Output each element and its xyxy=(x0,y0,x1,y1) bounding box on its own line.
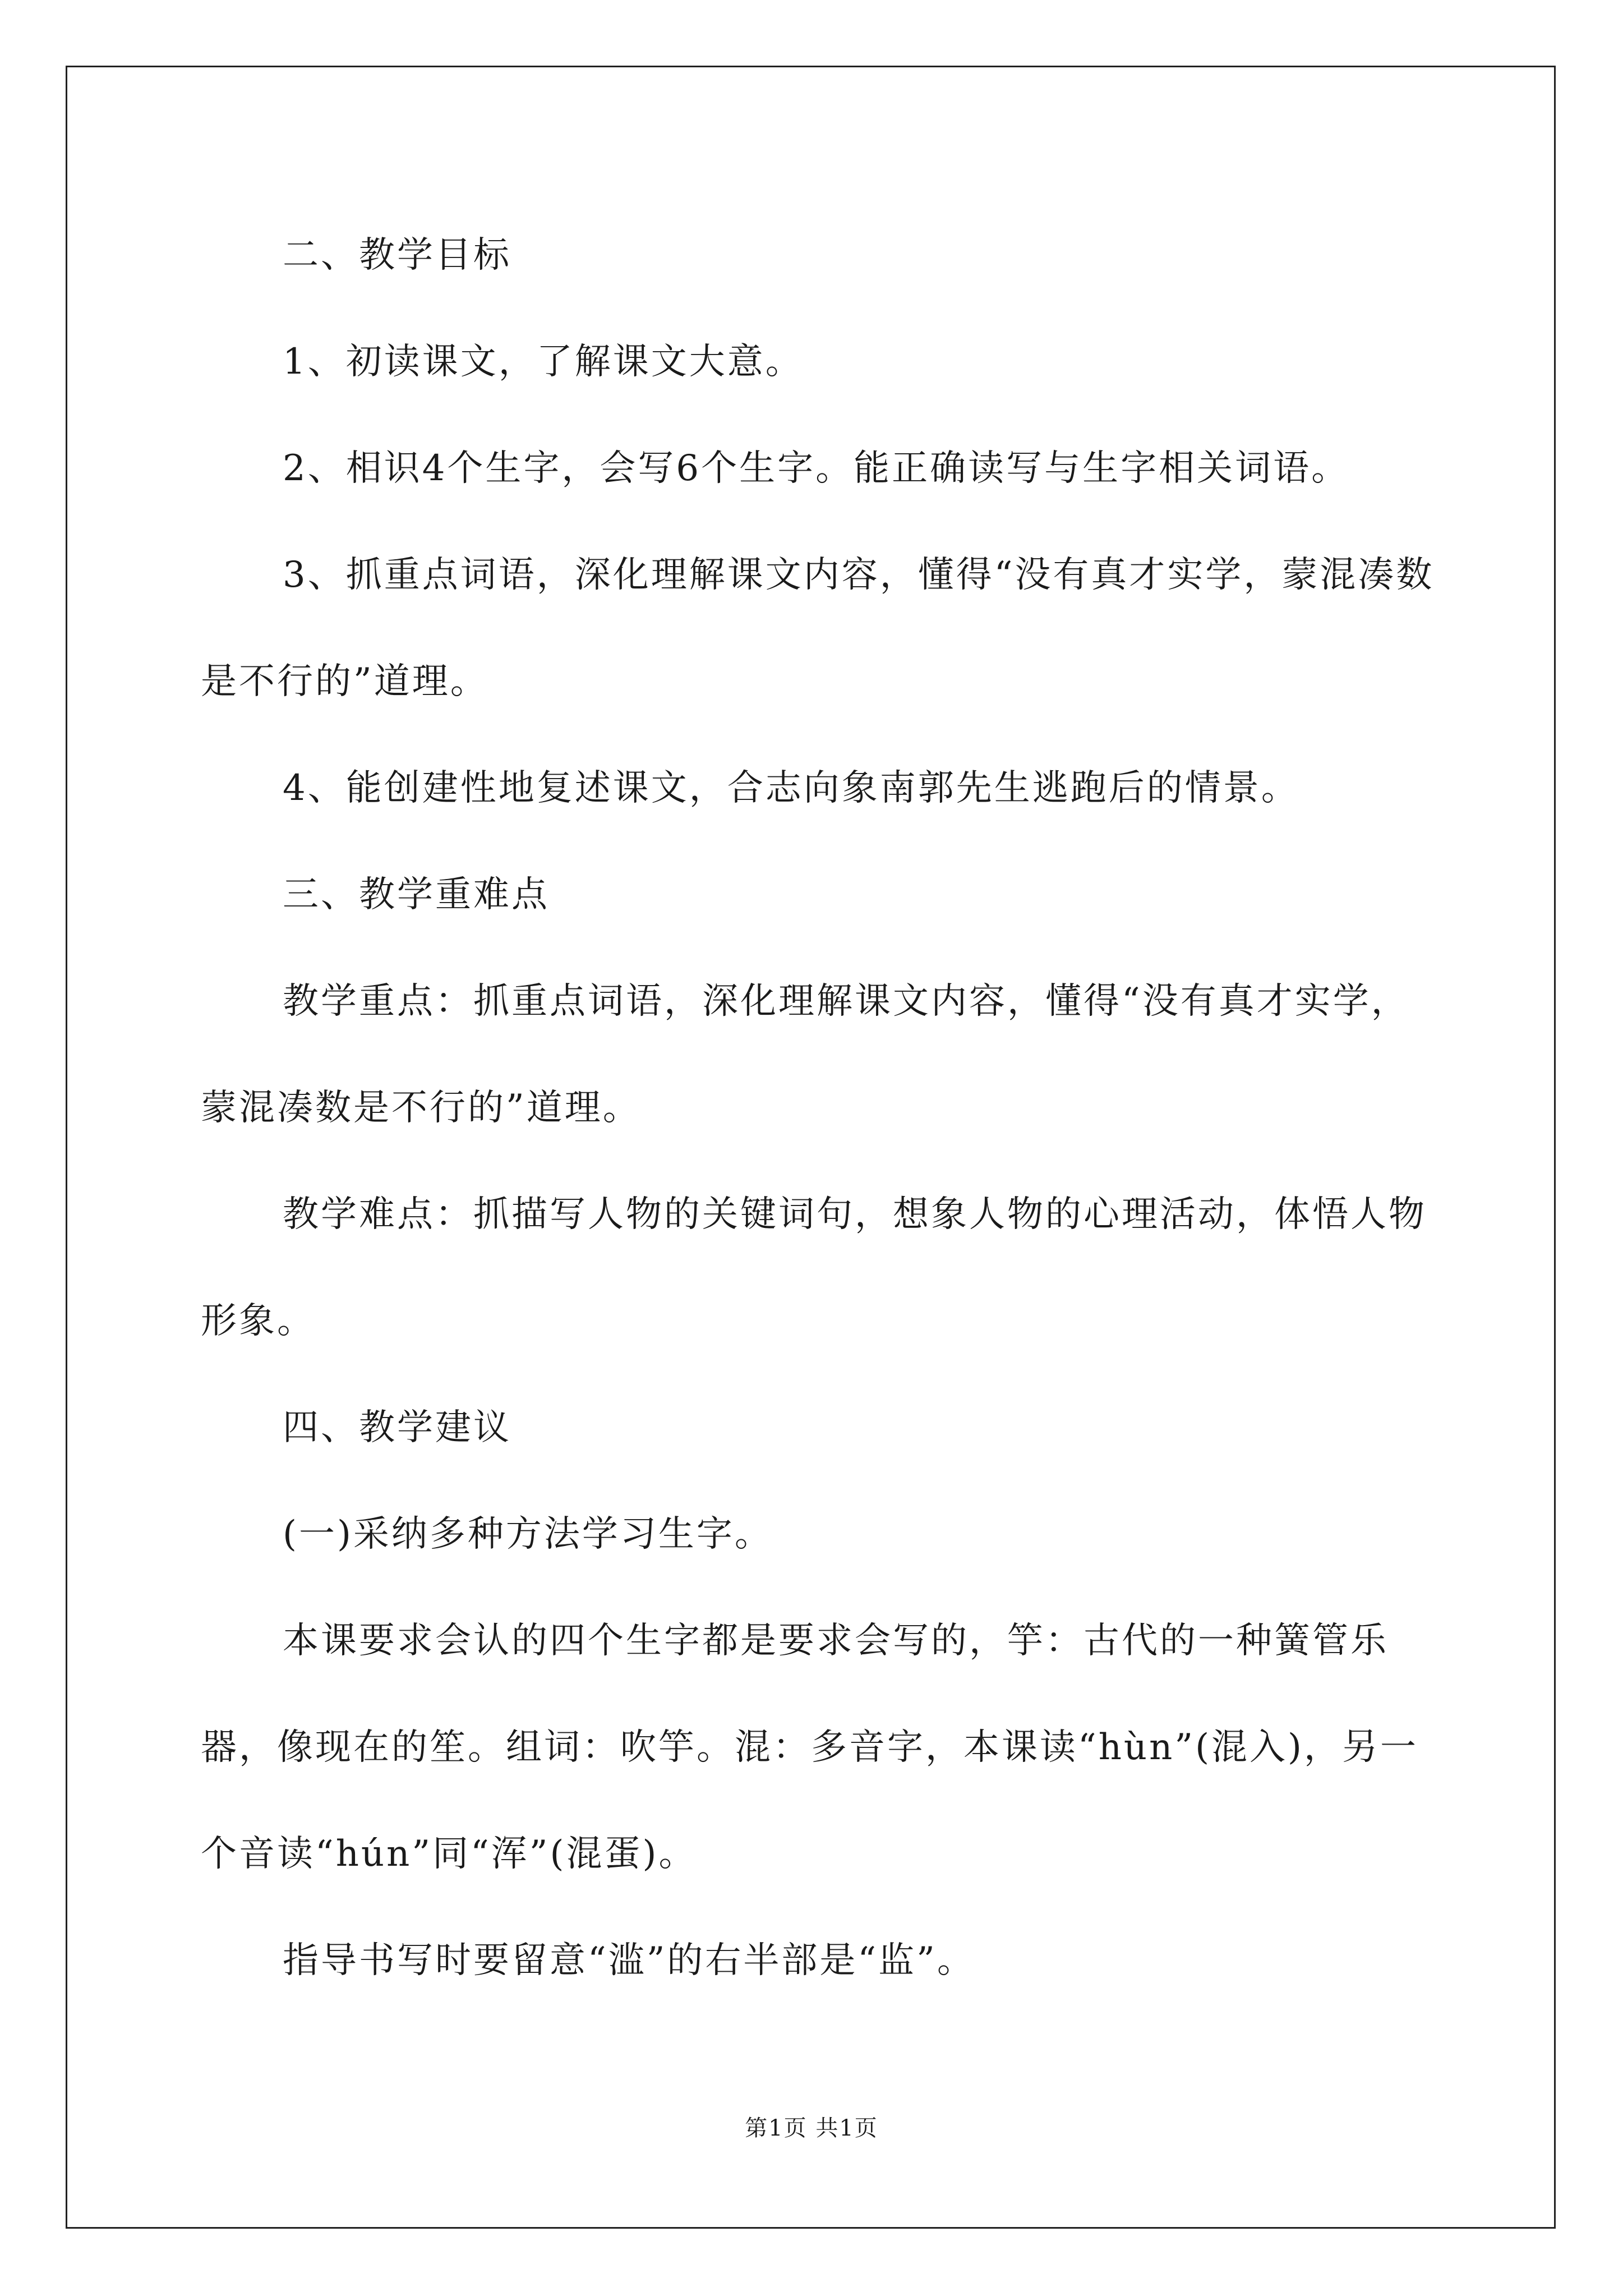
difficult-point-paragraph: 教学难点：抓描写人物的关键词句，想象人物的心理活动，体悟人物形象。 xyxy=(201,1194,1427,1342)
goal-item-4: 4、能创建性地复述课文，合志向象南郭先生逃跑后的情景。 xyxy=(283,767,1299,809)
heading-key-difficult-points: 三、教学重难点 xyxy=(283,874,550,915)
heading-teaching-suggestions: 四、教学建议 xyxy=(283,1407,511,1448)
document-body xyxy=(201,202,1435,2014)
suggestion-paragraph-characters: 本课要求会认的四个生字都是要求会写的，竽：古代的一种簧管乐器，像现在的笙。组词：吹竽。混：多音字，本课读“hùn”(混入)，另一个音读“hún”同“浑”(混蛋)。 xyxy=(201,1620,1419,1875)
goal-item-1: 1、初读课文，了解课文大意。 xyxy=(283,341,804,383)
page-footer: 第1页 共1页 xyxy=(745,2115,878,2141)
goal-item-3: 3、抓重点词语，深化理解课文内容，懂得“没有真才实学，蒙混凑数是不行的”道理。 xyxy=(201,554,1435,702)
key-point-paragraph: 教学重点：抓重点词语，深化理解课文内容，懂得“没有真才实学，蒙混凑数是不行的”道理。 xyxy=(201,981,1409,1129)
suggestion-paragraph-writing: 指导书写时要留意“滥”的右半部是“监”。 xyxy=(283,1940,975,1981)
suggestion-subheading-1: (一)采纳多种方法学习生字。 xyxy=(283,1513,773,1555)
heading-teaching-goals: 二、教学目标 xyxy=(283,234,511,276)
goal-item-2: 2、相识4个生字，会写6个生字。能正确读写与生字相关词语。 xyxy=(283,448,1350,489)
